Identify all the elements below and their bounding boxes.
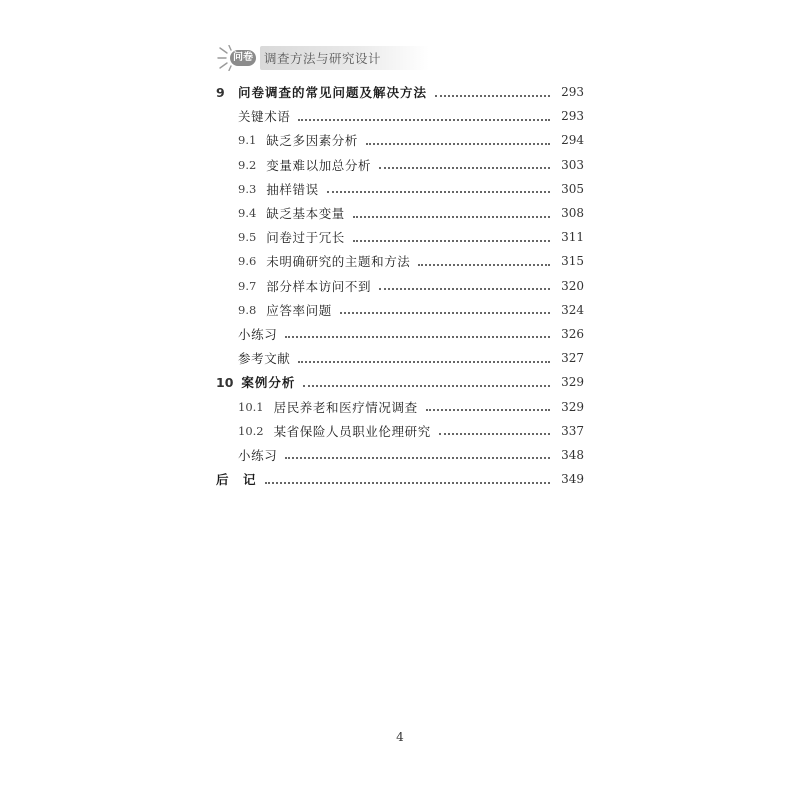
dot-leader bbox=[327, 190, 550, 193]
toc-entry-page: 326 bbox=[561, 326, 584, 341]
toc-entry-title: 参考文献 bbox=[238, 351, 291, 367]
toc-section-entry bbox=[216, 128, 584, 152]
dot-leader bbox=[379, 287, 550, 290]
dot-leader bbox=[435, 94, 550, 97]
toc-section-entry bbox=[216, 394, 584, 418]
toc-entry-page: 327 bbox=[561, 351, 584, 366]
toc-entry-number: 9.2 bbox=[238, 157, 257, 172]
toc-section-entry bbox=[216, 104, 584, 128]
dot-leader bbox=[298, 360, 550, 363]
toc-entry-number: 9.6 bbox=[238, 254, 257, 269]
toc-section-entry bbox=[216, 153, 584, 177]
toc-entry-page: 305 bbox=[561, 181, 584, 196]
toc-entry-title: 关键术语 bbox=[238, 109, 291, 125]
dot-leader bbox=[285, 456, 550, 459]
toc-entry-number: 9.1 bbox=[238, 133, 257, 148]
toc-entry-number: 10 bbox=[216, 374, 234, 390]
dot-leader bbox=[366, 142, 550, 145]
toc-entry-page: 337 bbox=[561, 423, 584, 438]
book-title: 调查方法与研究设计 bbox=[260, 46, 429, 70]
toc-entry-page: 329 bbox=[561, 399, 584, 414]
toc-entry-title: 案例分析 bbox=[241, 375, 296, 391]
toc-chapter-entry bbox=[216, 467, 584, 491]
toc-chapter-entry bbox=[216, 80, 584, 104]
toc-section-entry bbox=[216, 274, 584, 298]
logo-badge: 问卷 bbox=[230, 50, 256, 66]
running-header bbox=[216, 44, 429, 72]
toc-section-entry bbox=[216, 419, 584, 443]
toc-entry-number: 10.2 bbox=[238, 423, 264, 438]
toc-section-entry bbox=[216, 225, 584, 249]
toc-entry-page: 293 bbox=[561, 109, 584, 124]
toc-entry-title: 小练习 bbox=[238, 447, 278, 463]
toc-entry-title: 后 记 bbox=[216, 472, 257, 488]
toc-entry-number: 9 bbox=[216, 84, 225, 100]
toc-entry-title: 居民养老和医疗情况调查 bbox=[273, 399, 418, 415]
dot-leader bbox=[379, 166, 550, 169]
dot-leader bbox=[439, 432, 550, 435]
toc-entry-title: 某省保险人员职业伦理研究 bbox=[273, 423, 431, 439]
table-of-contents bbox=[216, 80, 584, 491]
toc-section-entry bbox=[216, 298, 584, 322]
toc-entry-page: 303 bbox=[561, 157, 584, 172]
toc-entry-page: 294 bbox=[561, 133, 584, 148]
toc-entry-number: 9.7 bbox=[238, 278, 257, 293]
toc-entry-page: 329 bbox=[561, 375, 584, 390]
toc-entry-page: 311 bbox=[561, 230, 584, 245]
toc-entry-number: 9.8 bbox=[238, 302, 257, 317]
page-number: 4 bbox=[396, 730, 404, 744]
toc-entry-number: 9.3 bbox=[238, 181, 257, 196]
toc-entry-title: 应答率问题 bbox=[266, 302, 332, 318]
toc-section-entry bbox=[216, 177, 584, 201]
toc-entry-page: 349 bbox=[561, 472, 584, 487]
toc-entry-title: 缺乏多因素分析 bbox=[266, 133, 358, 149]
dot-leader bbox=[285, 335, 550, 338]
toc-entry-page: 293 bbox=[561, 85, 584, 100]
toc-entry-title: 缺乏基本变量 bbox=[266, 206, 345, 222]
toc-entry-title: 问卷过于冗长 bbox=[266, 230, 345, 246]
toc-entry-title: 部分样本访问不到 bbox=[266, 278, 372, 294]
toc-section-entry bbox=[216, 443, 584, 467]
dot-leader bbox=[340, 311, 550, 314]
toc-section-entry bbox=[216, 346, 584, 370]
toc-entry-title: 变量难以加总分析 bbox=[266, 157, 372, 173]
dot-leader bbox=[303, 384, 550, 387]
toc-entry-page: 308 bbox=[561, 206, 584, 221]
toc-entry-title: 问卷调查的常见问题及解决方法 bbox=[238, 85, 428, 101]
dot-leader bbox=[265, 481, 550, 484]
toc-section-entry bbox=[216, 322, 584, 346]
dot-leader bbox=[426, 408, 550, 411]
dot-leader bbox=[298, 118, 550, 121]
toc-entry-page: 315 bbox=[561, 254, 584, 269]
toc-section-entry bbox=[216, 201, 584, 225]
toc-entry-number: 9.5 bbox=[238, 230, 257, 245]
toc-entry-number: 10.1 bbox=[238, 399, 264, 414]
toc-section-entry bbox=[216, 249, 584, 273]
toc-entry-title: 抽样错误 bbox=[266, 181, 319, 197]
toc-entry-page: 324 bbox=[561, 302, 584, 317]
toc-chapter-entry bbox=[216, 370, 584, 394]
toc-entry-number: 9.4 bbox=[238, 206, 257, 221]
toc-entry-page: 320 bbox=[561, 278, 584, 293]
dot-leader bbox=[353, 215, 550, 218]
book-logo bbox=[216, 45, 258, 71]
dot-leader bbox=[418, 263, 550, 266]
dot-leader bbox=[353, 239, 550, 242]
toc-entry-title: 未明确研究的主题和方法 bbox=[266, 254, 411, 270]
toc-entry-title: 小练习 bbox=[238, 326, 278, 342]
toc-entry-page: 348 bbox=[561, 447, 584, 462]
